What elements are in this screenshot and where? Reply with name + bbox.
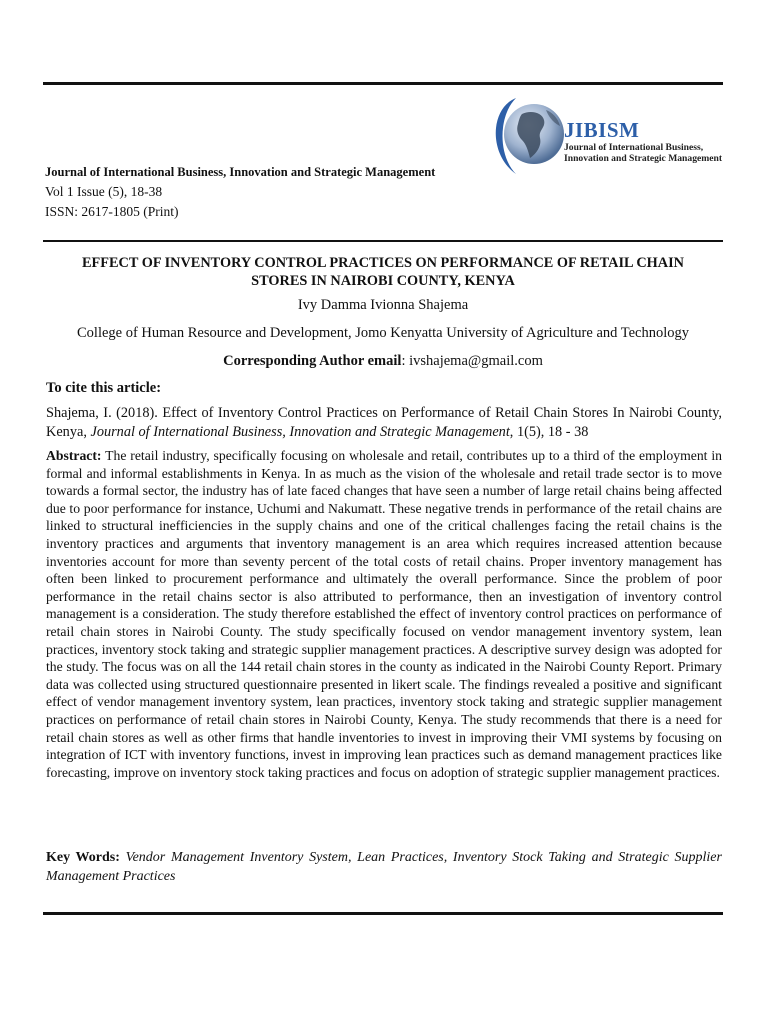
corr-label: Corresponding Author email (223, 353, 402, 369)
corr-email[interactable]: : ivshajema@gmail.com (401, 353, 543, 369)
keywords (46, 848, 722, 886)
title-line-1: EFFECT OF INVENTORY CONTROL PRACTICES ON PERFORMANCE OF RETAIL CHAIN (81, 255, 684, 271)
bottom-rule (43, 912, 723, 915)
corresponding-author (45, 353, 721, 370)
cite-heading: To cite this article: (46, 380, 162, 396)
logo-subtitle-line2: Innovation and Strategic Management (564, 153, 723, 164)
author-affiliation: College of Human Resource and Development, Jomo Kenyatta University of Agriculture and Technology (77, 325, 689, 341)
citation-end: , 1(5), 18 - 38 (509, 424, 589, 440)
volume-info: Vol 1 Issue (5), 18-38 (45, 184, 163, 199)
abstract-label: Abstract: (46, 448, 102, 463)
header-rule (43, 240, 723, 242)
abstract-text: The retail industry, specifically focusing on wholesale and retail, contributes up to a third of the employment in formal and informal establishments in Kenya. In as much as the vision of the wholesale and retail trade sector is to move towards a formal sector, the industry has of late faced changes that have seen a number of large retail chains being affected due to poor performance for instance, Uchumi and Nakumatt. These negative trends in performance of the retail chains are linked to structural inefficiencies in the supply chains and one of the critical challenges facing the retail chains is the inventory practices and arguments that inventory management is an area which requires increased attention because inventories account for more than seventy percent of the total costs of retail chains. Proper inventory management has often been linked to procurement performance and ultimately the overall performance. Since the problem of poor performance in the retail chains sector is also attributed to performance, then an investigation of inventory control management is a consideration. The study therefore established the effect of inventory control practices on performance of retail chain stores in Nairobi County. The study specifically focused on vendor management inventory system, lean practices, inventory stock taking and strategic supplier management practices. A descriptive survey design was adopted for the study. The focus was on all the 144 retail chain stores in the county as indicated in the Nairobi County Report. Primary data was collected using structured questionnaire presented in likert scale. The findings revealed a positive and significant effect of vendor management inventory system, lean practices, inventory stock taking and strategic supplier management practices on performance of retail chain stores in Nairobi County, Kenya. The study recommends that there is a need for retail chain stores as well as other firms that handle inventories to invest in improving their VMI systems by focusing on integration of ICT with inventory functions, invest in improving lean practices such as demand management practices like forecasting, improve on inventory stock taking practices and focus on adoption of strategic supplier management practices. (46, 448, 722, 780)
keywords-text: Vendor Management Inventory System, Lean Practices, Inventory Stock Taking and Strategic Supplier Management Practices (46, 850, 722, 884)
abstract (46, 447, 722, 781)
article-title (45, 254, 721, 290)
citation-start: Shajema, I. (2018). Effect of Inventory Control Practices on Performance of Retail Chain Stores In Nairobi County, Kenya, (46, 405, 722, 440)
keywords-label: Key Words: (46, 850, 120, 865)
citation-journal: Journal of International Business, Innovation and Strategic Management (90, 424, 510, 440)
journal-info (45, 162, 435, 222)
logo-name: JIBISM (564, 118, 640, 142)
logo-subtitle-line1: Journal of International Business, (564, 142, 704, 153)
author-name: Ivy Damma Ivionna Shajema (297, 297, 469, 313)
title-line-2: STORES IN NAIROBI COUNTY, KENYA (251, 273, 515, 289)
logo-text (564, 118, 722, 164)
issn: ISSN: 2617-1805 (Print) (45, 204, 179, 219)
journal-name: Journal of International Business, Innovation and Strategic Management (45, 165, 436, 179)
top-rule (43, 82, 723, 85)
citation-text (46, 404, 722, 442)
